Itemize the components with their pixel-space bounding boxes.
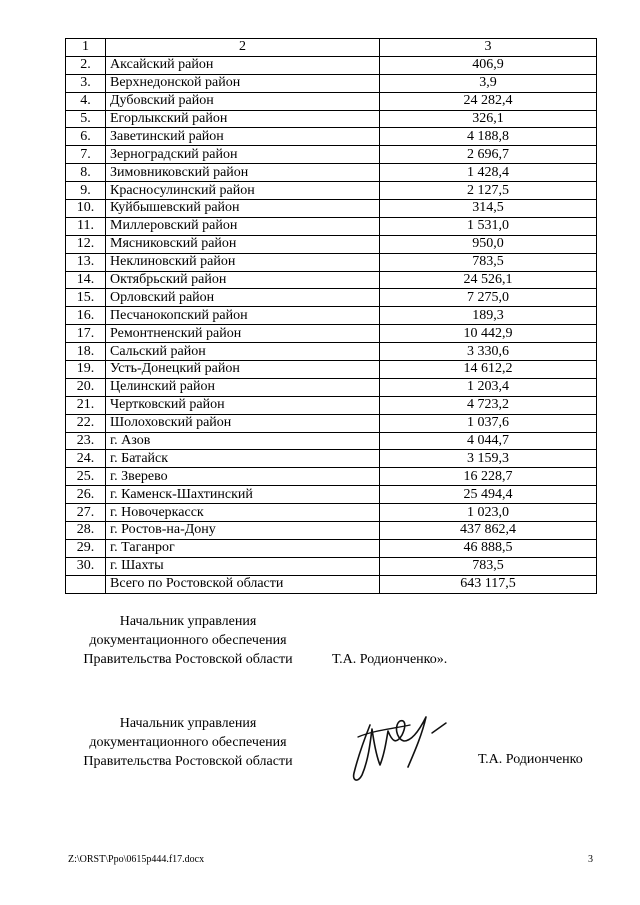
position-line-1: Начальник управления <box>119 716 257 731</box>
territory-name: Зерноградский район <box>106 146 380 164</box>
position-line-2: документационного обеспечения <box>89 735 287 750</box>
row-number: 30. <box>66 557 106 575</box>
table-row <box>66 182 597 200</box>
amount-value: 2 127,5 <box>380 182 597 200</box>
row-number: 21. <box>66 396 106 414</box>
amount-value: 326,1 <box>380 110 597 128</box>
territory-name: Куйбышевский район <box>106 200 380 218</box>
table-row <box>66 271 597 289</box>
amount-value: 24 282,4 <box>380 92 597 110</box>
amount-value: 950,0 <box>380 235 597 253</box>
amount-value: 14 612,2 <box>380 361 597 379</box>
amount-value: 2 696,7 <box>380 146 597 164</box>
row-number: 10. <box>66 200 106 218</box>
table-row <box>66 378 597 396</box>
amount-value: 1 037,6 <box>380 414 597 432</box>
row-number: 29. <box>66 539 106 557</box>
row-number: 24. <box>66 450 106 468</box>
table-row <box>66 128 597 146</box>
territory-name: Сальский район <box>106 343 380 361</box>
territory-name: Неклиновский район <box>106 253 380 271</box>
territory-name: Орловский район <box>106 289 380 307</box>
territory-name: Красносулинский район <box>106 182 380 200</box>
table-row <box>66 92 597 110</box>
row-number: 26. <box>66 486 106 504</box>
table-row <box>66 146 597 164</box>
territory-name: г. Ростов-на-Дону <box>106 522 380 540</box>
page-number: 3 <box>588 854 593 865</box>
total-row <box>66 575 597 593</box>
row-number: 3. <box>66 74 106 92</box>
table-row <box>66 325 597 343</box>
row-number: 19. <box>66 361 106 379</box>
row-number: 13. <box>66 253 106 271</box>
amount-value: 1 531,0 <box>380 217 597 235</box>
territory-name: Миллеровский район <box>106 217 380 235</box>
territory-name: Ремонтненский район <box>106 325 380 343</box>
territory-name: Октябрьский район <box>106 271 380 289</box>
total-label: Всего по Ростовской области <box>106 575 380 593</box>
amount-value: 4 188,8 <box>380 128 597 146</box>
table-row <box>66 343 597 361</box>
territory-name: г. Азов <box>106 432 380 450</box>
position-line-3: Правительства Ростовской области <box>83 754 293 769</box>
territory-name: Мясниковский район <box>106 235 380 253</box>
territory-name: Песчанокопский район <box>106 307 380 325</box>
amount-value: 4 044,7 <box>380 432 597 450</box>
amount-value: 7 275,0 <box>380 289 597 307</box>
header-col-1: 1 <box>66 39 106 57</box>
row-number: 11. <box>66 217 106 235</box>
amount-value: 16 228,7 <box>380 468 597 486</box>
row-number: 2. <box>66 56 106 74</box>
row-number: 5. <box>66 110 106 128</box>
table-row <box>66 522 597 540</box>
amount-value: 783,5 <box>380 557 597 575</box>
signature-block-2-title <box>68 714 308 771</box>
total-value: 643 117,5 <box>380 575 597 593</box>
table-row <box>66 217 597 235</box>
table-row <box>66 557 597 575</box>
table-row <box>66 74 597 92</box>
territory-name: г. Каменск-Шахтинский <box>106 486 380 504</box>
territory-name: Шолоховский район <box>106 414 380 432</box>
territory-name: г. Батайск <box>106 450 380 468</box>
table-row <box>66 164 597 182</box>
allocation-table <box>65 38 597 594</box>
amount-value: 3 330,6 <box>380 343 597 361</box>
signature-block-1-title <box>68 612 308 669</box>
table-row <box>66 414 597 432</box>
territory-name: г. Новочеркасск <box>106 504 380 522</box>
table-row <box>66 110 597 128</box>
table-row <box>66 486 597 504</box>
position-line-1: Начальник управления <box>119 614 257 629</box>
total-empty-cell <box>66 575 106 593</box>
row-number: 22. <box>66 414 106 432</box>
amount-value: 783,5 <box>380 253 597 271</box>
amount-value: 1 428,4 <box>380 164 597 182</box>
table-row <box>66 200 597 218</box>
amount-value: 189,3 <box>380 307 597 325</box>
amount-value: 406,9 <box>380 56 597 74</box>
signatory-name-2: Т.А. Родионченко <box>478 752 583 767</box>
row-number: 6. <box>66 128 106 146</box>
amount-value: 24 526,1 <box>380 271 597 289</box>
territory-name: Усть-Донецкий район <box>106 361 380 379</box>
table-row <box>66 539 597 557</box>
table-row <box>66 289 597 307</box>
territory-name: Чертковский район <box>106 396 380 414</box>
row-number: 25. <box>66 468 106 486</box>
amount-value: 314,5 <box>380 200 597 218</box>
table-row <box>66 396 597 414</box>
territory-name: Верхнедонской район <box>106 74 380 92</box>
amount-value: 3 159,3 <box>380 450 597 468</box>
territory-name: Аксайский район <box>106 56 380 74</box>
row-number: 17. <box>66 325 106 343</box>
territory-name: Заветинский район <box>106 128 380 146</box>
row-number: 28. <box>66 522 106 540</box>
territory-name: Дубовский район <box>106 92 380 110</box>
row-number: 12. <box>66 235 106 253</box>
position-line-3: Правительства Ростовской области <box>83 652 293 667</box>
row-number: 8. <box>66 164 106 182</box>
amount-value: 4 723,2 <box>380 396 597 414</box>
row-number: 16. <box>66 307 106 325</box>
territory-name: г. Зверево <box>106 468 380 486</box>
territory-name: Егорлыкский район <box>106 110 380 128</box>
table-row <box>66 504 597 522</box>
territory-name: г. Шахты <box>106 557 380 575</box>
territory-name: Целинский район <box>106 378 380 396</box>
row-number: 7. <box>66 146 106 164</box>
table-row <box>66 253 597 271</box>
file-path: Z:\ORST\Ppo\0615p444.f17.docx <box>68 854 205 865</box>
row-number: 9. <box>66 182 106 200</box>
handwritten-signature <box>340 695 460 790</box>
header-col-2: 2 <box>106 39 380 57</box>
amount-value: 25 494,4 <box>380 486 597 504</box>
table-row <box>66 432 597 450</box>
table-row <box>66 468 597 486</box>
row-number: 14. <box>66 271 106 289</box>
row-number: 18. <box>66 343 106 361</box>
signatory-name-1: Т.А. Родионченко». <box>332 652 448 667</box>
table-header-row <box>66 39 597 57</box>
amount-value: 10 442,9 <box>380 325 597 343</box>
territory-name: Зимовниковский район <box>106 164 380 182</box>
territory-name: г. Таганрог <box>106 539 380 557</box>
amount-value: 437 862,4 <box>380 522 597 540</box>
table-row <box>66 450 597 468</box>
position-line-2: документационного обеспечения <box>89 633 287 648</box>
row-number: 4. <box>66 92 106 110</box>
row-number: 27. <box>66 504 106 522</box>
amount-value: 1 023,0 <box>380 504 597 522</box>
row-number: 20. <box>66 378 106 396</box>
row-number: 15. <box>66 289 106 307</box>
header-col-3: 3 <box>380 39 597 57</box>
row-number: 23. <box>66 432 106 450</box>
table-row <box>66 307 597 325</box>
amount-value: 3,9 <box>380 74 597 92</box>
amount-value: 1 203,4 <box>380 378 597 396</box>
table-row <box>66 361 597 379</box>
table-row <box>66 56 597 74</box>
amount-value: 46 888,5 <box>380 539 597 557</box>
table-row <box>66 235 597 253</box>
